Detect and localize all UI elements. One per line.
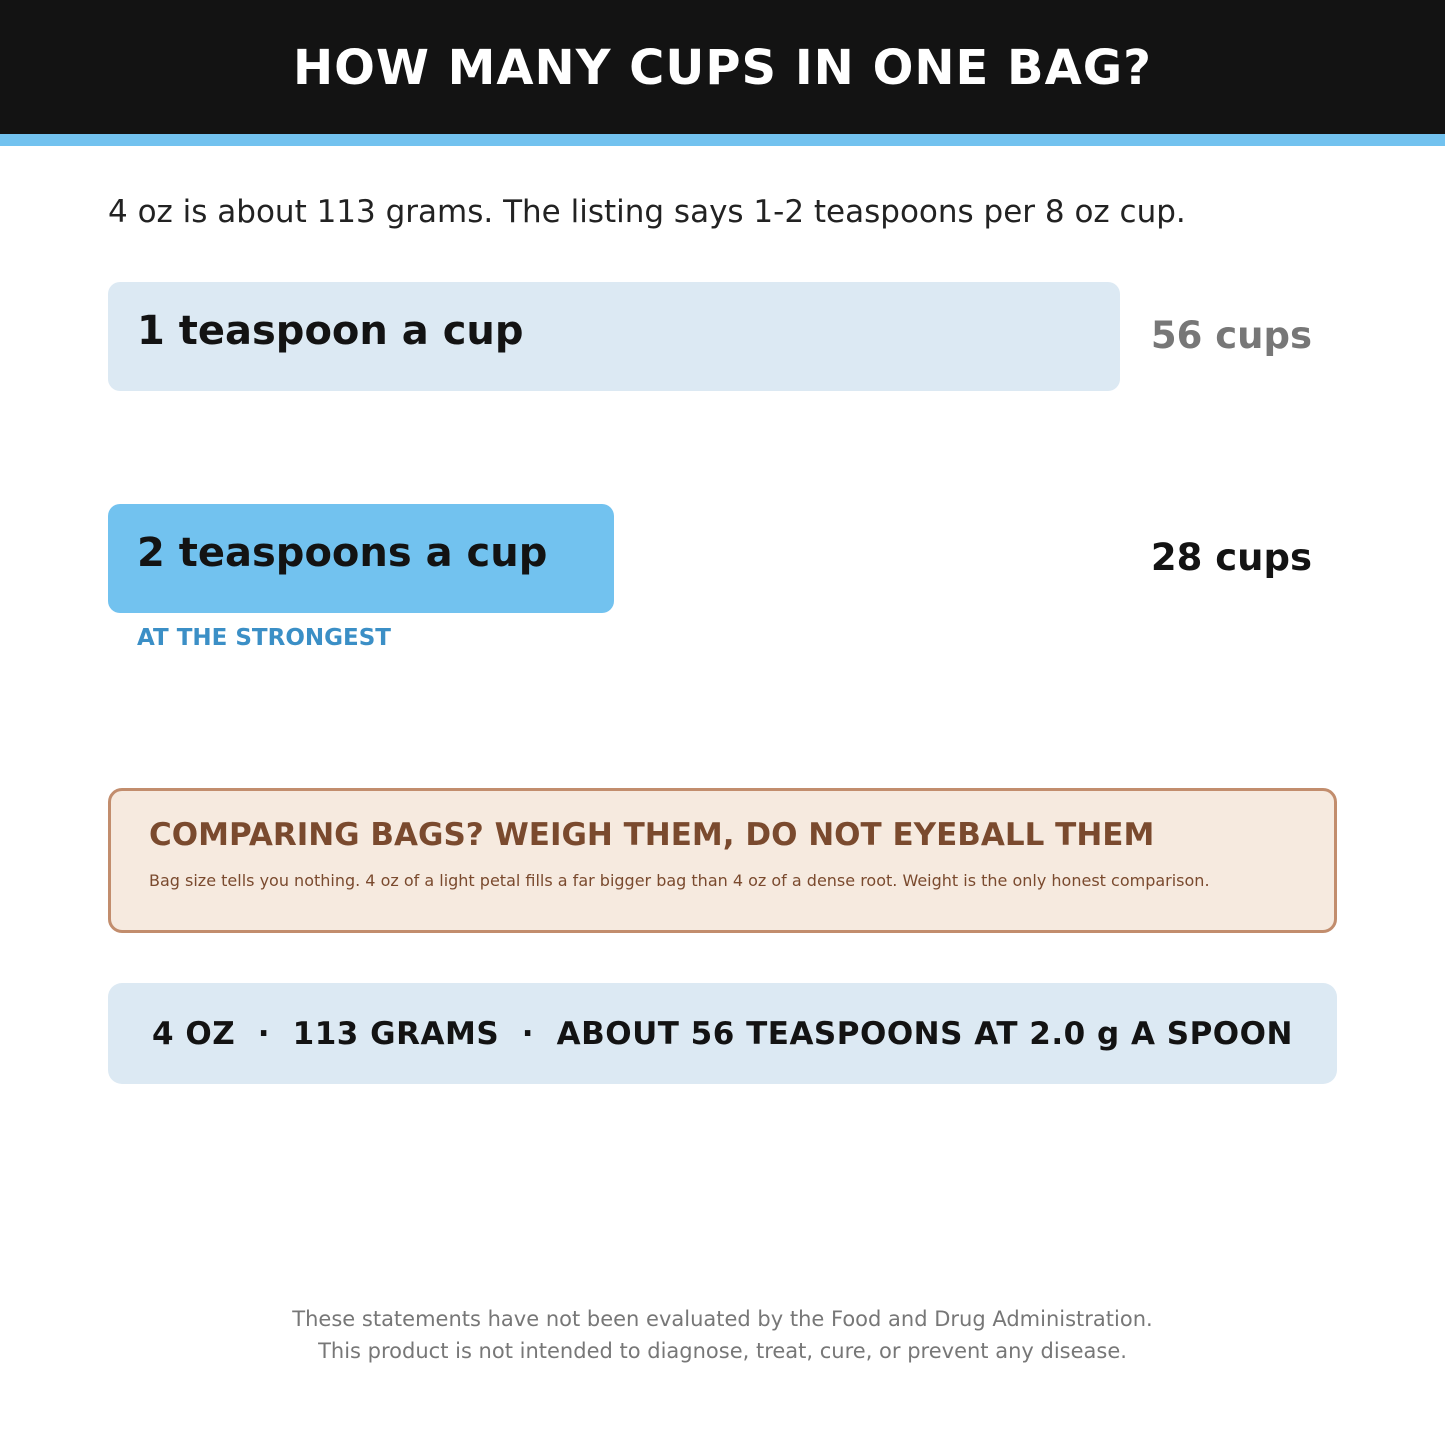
bar-value-label-2: 28 cups [1150,536,1312,579]
callout-body: Bag size tells you nothing. 4 oz of a light petal fills a far bigger bag than 4 oz of a dense root. Weight is the only honest comparison. [149,871,1210,890]
disclaimer-line-2: This product is not intended to diagnose, treat, cure, or prevent any disease. [318,1339,1127,1363]
bar-label-2: 2 teaspoons a cup [137,530,548,576]
bar-label-1: 1 teaspoon a cup [137,308,524,354]
comparison-callout [108,788,1337,933]
disclaimer-line-1: These statements have not been evaluated by the Food and Drug Administration. [292,1307,1153,1331]
summary-banner [108,983,1337,1084]
intro-text: 4 oz is about 113 grams. The listing says 1-2 teaspoons per 8 oz cup. [108,194,1186,230]
bar-value-label-1: 56 cups [1150,314,1312,357]
bar-highlight-note: AT THE STRONGEST [137,625,391,651]
page-title: HOW MANY CUPS IN ONE BAG? [292,40,1153,96]
callout-title: COMPARING BAGS? WEIGH THEM, DO NOT EYEBALL THEM [149,817,1155,853]
summary-text: 4 OZ · 113 GRAMS · ABOUT 56 TEASPOONS AT 2.0 g A SPOON [152,1015,1293,1052]
